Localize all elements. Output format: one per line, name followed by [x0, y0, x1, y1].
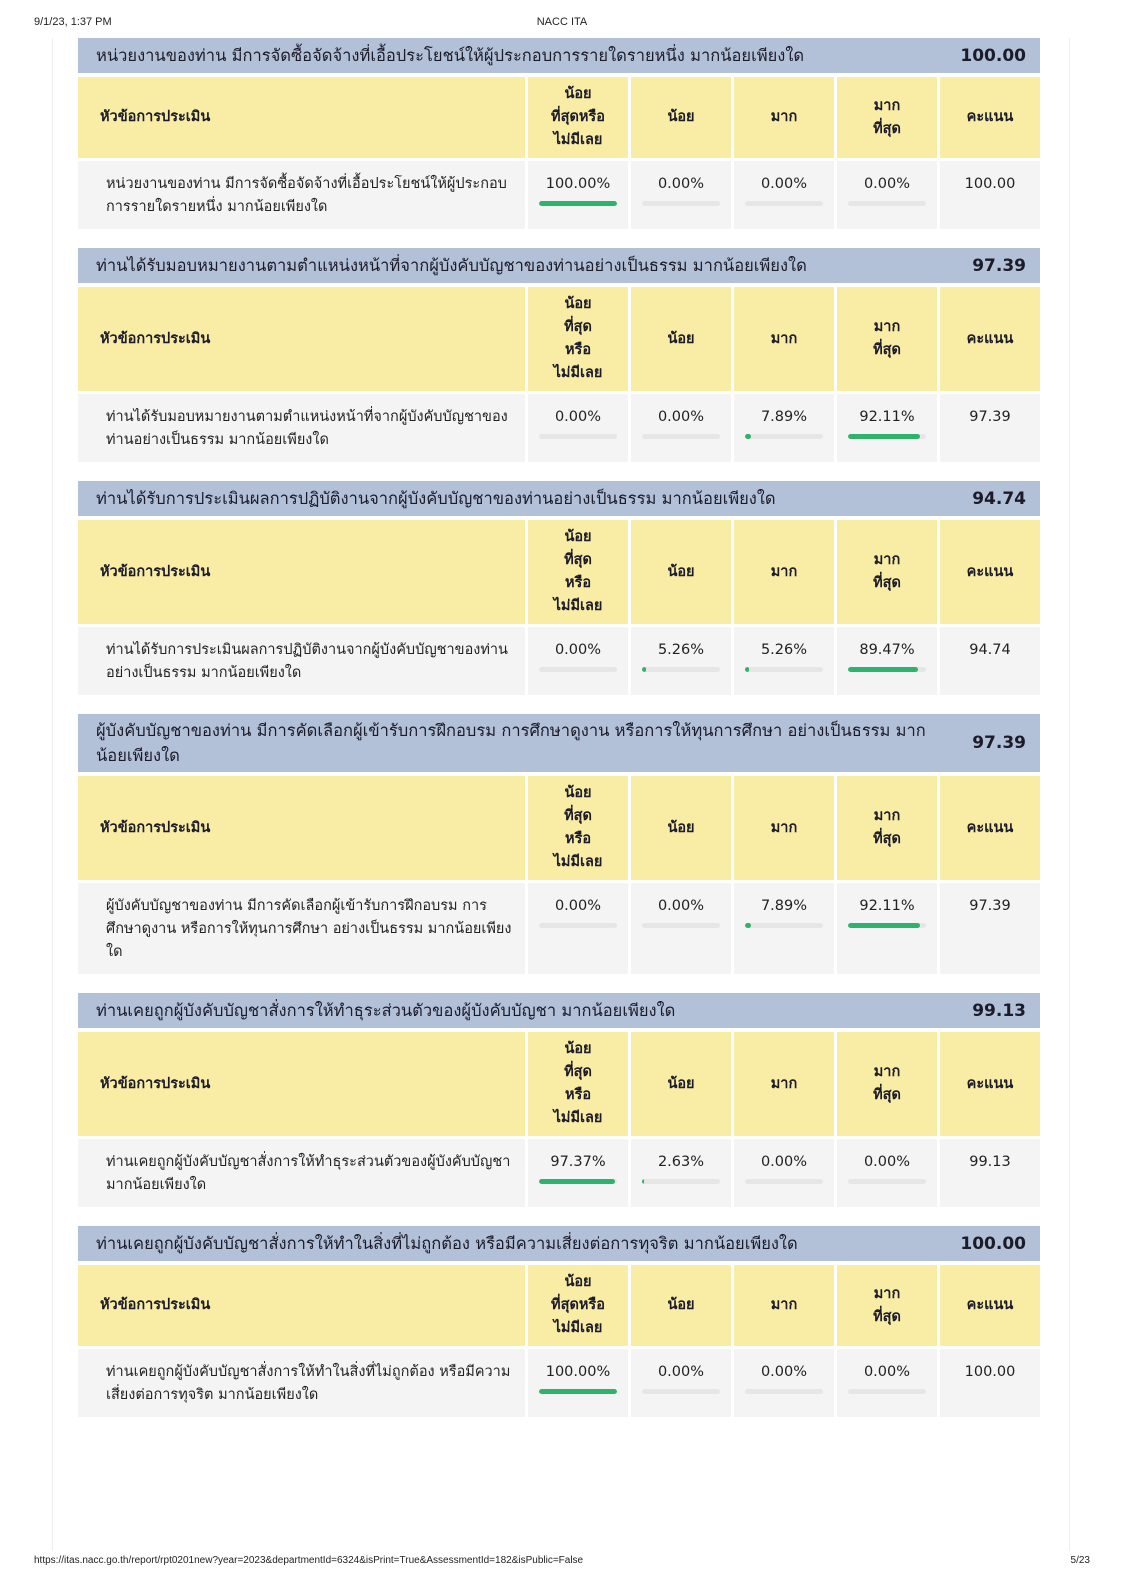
cell-score: 97.39: [940, 883, 1040, 974]
progress-bar: [745, 1179, 823, 1184]
progress-fill: [745, 434, 751, 439]
cell-little: [631, 1139, 731, 1207]
progress-fill: [745, 923, 751, 928]
cell-score: 94.74: [940, 627, 1040, 695]
cell-least: [528, 394, 628, 462]
cell-most: [837, 161, 937, 229]
progress-bar: [642, 434, 720, 439]
column-header-score: คะแนน: [940, 520, 1040, 624]
column-header-most: มาก ที่สุด: [837, 520, 937, 624]
assessment-section: [78, 993, 1040, 1210]
cell-much: [734, 161, 834, 229]
cell-most: [837, 883, 937, 974]
percent-value: 5.26%: [760, 642, 808, 658]
column-header-score: คะแนน: [940, 776, 1040, 880]
row-topic: ท่านเคยถูกผู้บังคับบัญชาสั่งการให้ทำในสิ่งที่ไม่ถูกต้อง หรือมีความเสี่ยงต่อการทุจริต มากน้อยเพียงใด: [78, 1349, 525, 1417]
table-row: [78, 161, 1040, 229]
evaluation-table: [75, 284, 1043, 465]
percent-value: 100.00%: [545, 176, 611, 192]
percent-value: 0.00%: [554, 642, 602, 658]
column-header-much: มาก: [734, 287, 834, 391]
percent-value: 0.00%: [554, 898, 602, 914]
table-header-row: [78, 520, 1040, 624]
question-score: 100.00: [960, 45, 1026, 66]
progress-bar: [848, 923, 926, 928]
percent-value: 100.00%: [545, 1364, 611, 1380]
cell-least: [528, 1349, 628, 1417]
column-header-least: น้อย ที่สุด หรือ ไม่มีเลย: [528, 520, 628, 624]
question-header: [78, 993, 1040, 1030]
cell-little: [631, 883, 731, 974]
cell-much: [734, 1139, 834, 1207]
question-title: ท่านเคยถูกผู้บังคับบัญชาสั่งการให้ทำในสิ่งที่ไม่ถูกต้อง หรือมีความเสี่ยงต่อการทุจริต มากน้อยเพียงใด: [96, 1234, 798, 1253]
evaluation-table: [75, 74, 1043, 232]
table-header-row: [78, 776, 1040, 880]
row-topic: ท่านได้รับมอบหมายงานตามตำแหน่งหน้าที่จากผู้บังคับบัญชาของท่านอย่างเป็นธรรม มากน้อยเพียงใด: [78, 394, 525, 462]
cell-much: [734, 627, 834, 695]
column-header-much: มาก: [734, 1032, 834, 1136]
progress-bar: [745, 667, 823, 672]
column-header-least: น้อย ที่สุด หรือ ไม่มีเลย: [528, 287, 628, 391]
column-header-score: คะแนน: [940, 287, 1040, 391]
percent-value: 92.11%: [859, 409, 915, 425]
question-title: ท่านเคยถูกผู้บังคับบัญชาสั่งการให้ทำธุระส่วนตัวของผู้บังคับบัญชา มากน้อยเพียงใด: [96, 1001, 676, 1020]
question-header: [78, 248, 1040, 285]
column-header-score: คะแนน: [940, 77, 1040, 158]
percent-value: 0.00%: [657, 409, 705, 425]
column-header-most: มาก ที่สุด: [837, 77, 937, 158]
percent-value: 0.00%: [760, 176, 808, 192]
question-header: [78, 1226, 1040, 1263]
column-header-topic: หัวข้อการประเมิน: [78, 776, 525, 880]
progress-bar: [848, 434, 926, 439]
row-topic: ผู้บังคับบัญชาของท่าน มีการคัดเลือกผู้เข้ารับการฝึกอบรม การศึกษาดูงาน หรือการให้ทุนการศึกษา อย่างเป็นธรรม มากน้อยเพียงใด: [78, 883, 525, 974]
column-header-much: มาก: [734, 1265, 834, 1346]
question-score: 99.13: [972, 1000, 1026, 1021]
question-title: ท่านได้รับการประเมินผลการปฏิบัติงานจากผู้บังคับบัญชาของท่านอย่างเป็นธรรม มากน้อยเพียงใด: [96, 489, 776, 508]
row-topic: ท่านเคยถูกผู้บังคับบัญชาสั่งการให้ทำธุระส่วนตัวของผู้บังคับบัญชา มากน้อยเพียงใด: [78, 1139, 525, 1207]
column-header-topic: หัวข้อการประเมิน: [78, 1032, 525, 1136]
progress-bar: [539, 667, 617, 672]
table-header-row: [78, 1265, 1040, 1346]
cell-most: [837, 1139, 937, 1207]
column-header-much: มาก: [734, 776, 834, 880]
evaluation-table: [75, 773, 1043, 977]
column-header-little: น้อย: [631, 776, 731, 880]
table-header-row: [78, 1032, 1040, 1136]
progress-bar: [642, 667, 720, 672]
question-title: หน่วยงานของท่าน มีการจัดซื้อจัดจ้างที่เอื้อประโยชน์ให้ผู้ประกอบการรายใดรายหนึ่ง มากน้อยเพียงใด: [96, 46, 805, 65]
row-topic: หน่วยงานของท่าน มีการจัดซื้อจัดจ้างที่เอื้อประโยชน์ให้ผู้ประกอบการรายใดรายหนึ่ง มากน้อยเพียงใด: [78, 161, 525, 229]
assessment-section: [78, 481, 1040, 698]
question-score: 97.39: [972, 255, 1026, 276]
table-row: [78, 627, 1040, 695]
progress-bar: [745, 201, 823, 206]
cell-least: [528, 883, 628, 974]
cell-little: [631, 161, 731, 229]
evaluation-table: [75, 517, 1043, 698]
assessment-section: [78, 1226, 1040, 1420]
cell-least: [528, 1139, 628, 1207]
cell-score: 97.39: [940, 394, 1040, 462]
cell-score: 100.00: [940, 1349, 1040, 1417]
progress-bar: [848, 667, 926, 672]
column-header-little: น้อย: [631, 1265, 731, 1346]
column-header-topic: หัวข้อการประเมิน: [78, 287, 525, 391]
column-header-little: น้อย: [631, 1032, 731, 1136]
progress-fill: [539, 1179, 615, 1184]
print-footer: [34, 1555, 1090, 1573]
assessment-section: [78, 714, 1040, 977]
cell-least: [528, 627, 628, 695]
cell-most: [837, 394, 937, 462]
cell-little: [631, 627, 731, 695]
column-header-topic: หัวข้อการประเมิน: [78, 1265, 525, 1346]
progress-bar: [745, 434, 823, 439]
question-header: [78, 38, 1040, 75]
progress-fill: [539, 1389, 617, 1394]
cell-little: [631, 394, 731, 462]
percent-value: 5.26%: [657, 642, 705, 658]
progress-bar: [642, 1389, 720, 1394]
percent-value: 0.00%: [554, 409, 602, 425]
percent-value: 7.89%: [760, 409, 808, 425]
table-header-row: [78, 287, 1040, 391]
table-header-row: [78, 77, 1040, 158]
column-header-little: น้อย: [631, 520, 731, 624]
table-row: [78, 1139, 1040, 1207]
progress-fill: [848, 667, 918, 672]
question-title: ผู้บังคับบัญชาของท่าน มีการคัดเลือกผู้เข้ารับการฝึกอบรม การศึกษาดูงาน หรือการให้ทุนการศึกษา อย่างเป็นธรรม มากน้อยเพียงใด: [96, 721, 926, 765]
percent-value: 89.47%: [859, 642, 915, 658]
column-header-little: น้อย: [631, 77, 731, 158]
progress-bar: [848, 1179, 926, 1184]
cell-score: 99.13: [940, 1139, 1040, 1207]
assessment-section: [78, 248, 1040, 465]
column-header-least: น้อย ที่สุด หรือ ไม่มีเลย: [528, 776, 628, 880]
column-header-most: มาก ที่สุด: [837, 776, 937, 880]
column-header-topic: หัวข้อการประเมิน: [78, 77, 525, 158]
column-header-most: มาก ที่สุด: [837, 1032, 937, 1136]
percent-value: 0.00%: [760, 1364, 808, 1380]
column-header-least: น้อย ที่สุด หรือ ไม่มีเลย: [528, 1032, 628, 1136]
percent-value: 92.11%: [859, 898, 915, 914]
cell-little: [631, 1349, 731, 1417]
progress-bar: [745, 923, 823, 928]
question-score: 100.00: [960, 1233, 1026, 1254]
print-url: https://itas.nacc.go.th/report/rpt0201new?year=2023&departmentId=6324&isPrint=True&AssessmentId=182&isPublic=False: [34, 1555, 584, 1566]
print-header: [34, 16, 1090, 34]
percent-value: 0.00%: [657, 176, 705, 192]
progress-bar: [745, 1389, 823, 1394]
percent-value: 7.89%: [760, 898, 808, 914]
progress-bar: [642, 923, 720, 928]
percent-value: 0.00%: [657, 1364, 705, 1380]
column-header-topic: หัวข้อการประเมิน: [78, 520, 525, 624]
progress-fill: [745, 667, 749, 672]
question-score: 94.74: [972, 488, 1026, 509]
column-header-most: มาก ที่สุด: [837, 1265, 937, 1346]
question-header: [78, 714, 1040, 774]
question-header: [78, 481, 1040, 518]
assessment-section: [78, 38, 1040, 232]
table-row: [78, 1349, 1040, 1417]
table-row: [78, 883, 1040, 974]
question-title: ท่านได้รับมอบหมายงานตามตำแหน่งหน้าที่จากผู้บังคับบัญชาของท่านอย่างเป็นธรรม มากน้อยเพียงใด: [96, 256, 807, 275]
percent-value: 97.37%: [550, 1154, 606, 1170]
percent-value: 0.00%: [863, 1364, 911, 1380]
assessment-sections: [78, 38, 1040, 1436]
cell-most: [837, 627, 937, 695]
percent-value: 2.63%: [657, 1154, 705, 1170]
column-header-much: มาก: [734, 520, 834, 624]
percent-value: 0.00%: [657, 898, 705, 914]
evaluation-table: [75, 1029, 1043, 1210]
cell-much: [734, 1349, 834, 1417]
column-header-much: มาก: [734, 77, 834, 158]
column-header-score: คะแนน: [940, 1032, 1040, 1136]
progress-fill: [848, 923, 920, 928]
cell-much: [734, 394, 834, 462]
percent-value: 0.00%: [760, 1154, 808, 1170]
cell-score: 100.00: [940, 161, 1040, 229]
progress-bar: [848, 201, 926, 206]
progress-fill: [642, 667, 646, 672]
print-datetime: 9/1/23, 1:37 PM: [34, 16, 112, 28]
cell-much: [734, 883, 834, 974]
page-number: 5/23: [1070, 1555, 1090, 1566]
cell-most: [837, 1349, 937, 1417]
percent-value: 0.00%: [863, 176, 911, 192]
column-header-least: น้อย ที่สุดหรือ ไม่มีเลย: [528, 77, 628, 158]
column-header-most: มาก ที่สุด: [837, 287, 937, 391]
column-header-least: น้อย ที่สุดหรือ ไม่มีเลย: [528, 1265, 628, 1346]
evaluation-table: [75, 1262, 1043, 1420]
progress-bar: [539, 201, 617, 206]
progress-bar: [642, 1179, 720, 1184]
row-topic: ท่านได้รับการประเมินผลการปฏิบัติงานจากผู้บังคับบัญชาของท่านอย่างเป็นธรรม มากน้อยเพียงใด: [78, 627, 525, 695]
progress-fill: [539, 201, 617, 206]
print-page-title: NACC ITA: [536, 16, 588, 28]
progress-bar: [539, 1179, 617, 1184]
column-header-score: คะแนน: [940, 1265, 1040, 1346]
progress-fill: [848, 434, 920, 439]
progress-bar: [642, 201, 720, 206]
progress-fill: [642, 1179, 644, 1184]
cell-least: [528, 161, 628, 229]
progress-bar: [539, 434, 617, 439]
percent-value: 0.00%: [863, 1154, 911, 1170]
progress-bar: [539, 923, 617, 928]
progress-bar: [848, 1389, 926, 1394]
column-header-little: น้อย: [631, 287, 731, 391]
progress-bar: [539, 1389, 617, 1394]
table-row: [78, 394, 1040, 462]
question-score: 97.39: [972, 733, 1026, 753]
